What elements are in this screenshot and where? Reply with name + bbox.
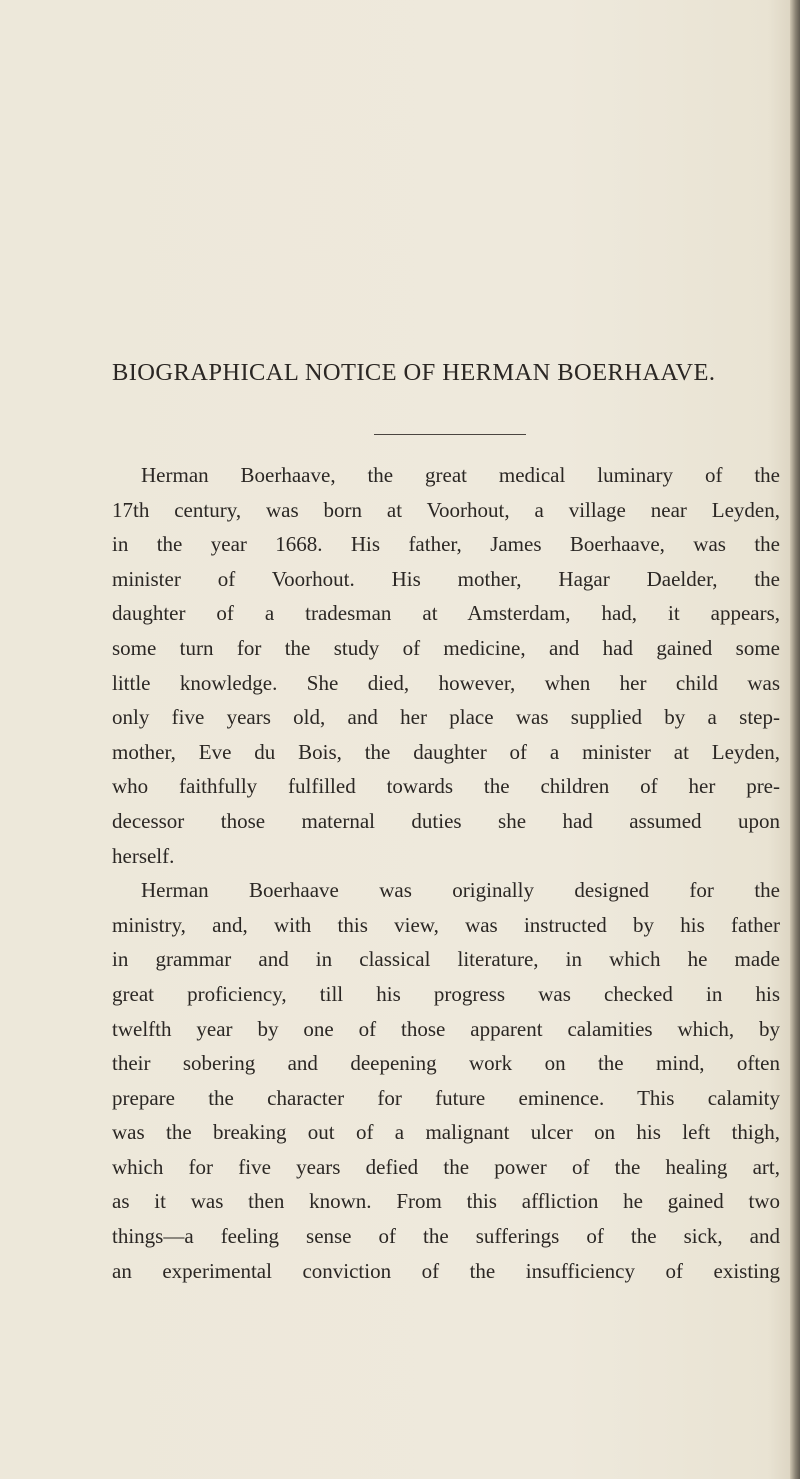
- paragraph-2: [112, 873, 780, 1288]
- text-line: decessor those maternal duties she had assumed upon: [112, 808, 780, 833]
- text-line: 17th century, was born at Voorhout, a village near Leyden,: [112, 497, 780, 522]
- paragraph-1: [112, 458, 780, 873]
- body-text: [112, 458, 780, 1288]
- text-line: which for five years defied the power of the healing art,: [112, 1154, 780, 1179]
- text-line: twelfth year by one of those apparent calamities which, by: [112, 1016, 780, 1041]
- text-line: in the year 1668. His father, James Boerhaave, was the: [112, 532, 780, 557]
- text-line: was the breaking out of a malignant ulcer on his left thigh,: [112, 1120, 780, 1145]
- text-line: Herman Boerhaave was originally designed for the: [141, 878, 780, 903]
- text-line: some turn for the study of medicine, and had gained some: [112, 635, 780, 660]
- page-edge-shadow: [790, 0, 800, 1479]
- text-line: great proficiency, till his progress was checked in his: [112, 981, 780, 1006]
- title-divider: [374, 434, 526, 435]
- text-line: ministry, and, with this view, was instructed by his father: [112, 912, 780, 937]
- page-title: BIOGRAPHICAL NOTICE OF HERMAN BOERHAAVE.: [112, 359, 716, 386]
- text-line: prepare the character for future eminence. This calamity: [112, 1085, 780, 1110]
- text-line: as it was then known. From this affliction he gained two: [112, 1189, 780, 1214]
- text-line: Herman Boerhaave, the great medical luminary of the: [141, 463, 780, 487]
- text-line: mother, Eve du Bois, the daughter of a minister at Leyden,: [112, 739, 780, 764]
- text-line: herself.: [112, 843, 175, 868]
- text-line: little knowledge. She died, however, when her child was: [112, 670, 780, 695]
- text-line: only five years old, and her place was supplied by a step-: [112, 705, 780, 730]
- text-line: things—a feeling sense of the sufferings of the sick, and: [112, 1224, 780, 1249]
- text-line: an experimental conviction of the insufficiency of existing: [112, 1258, 780, 1283]
- text-line: their sobering and deepening work on the mind, often: [112, 1051, 780, 1076]
- text-line: daughter of a tradesman at Amsterdam, had, it appears,: [112, 601, 780, 626]
- text-line: minister of Voorhout. His mother, Hagar Daelder, the: [112, 566, 780, 591]
- text-line: in grammar and in classical literature, in which he made: [112, 947, 780, 972]
- text-line: who faithfully fulfilled towards the children of her pre-: [112, 774, 780, 799]
